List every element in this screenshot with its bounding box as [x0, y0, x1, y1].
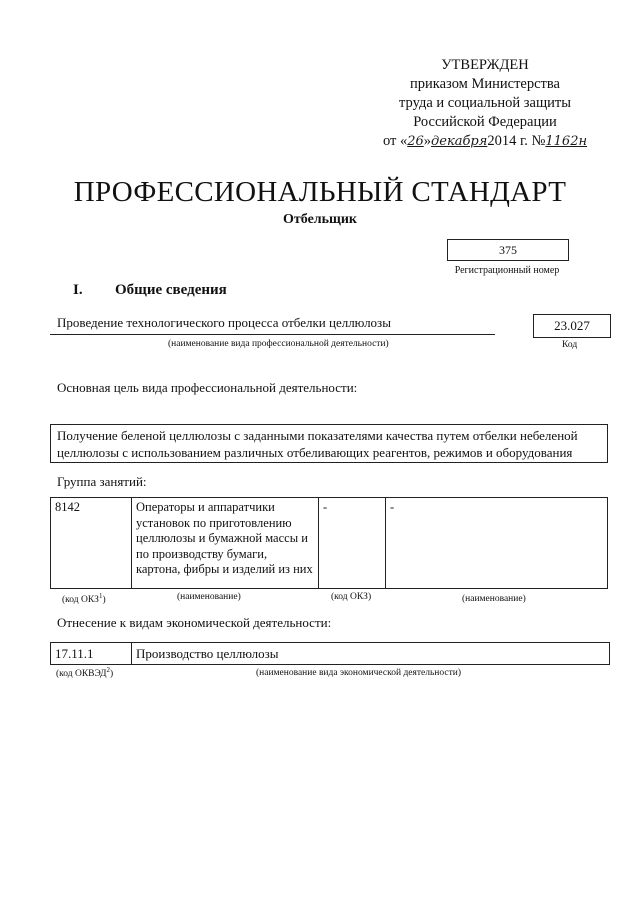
okved-caption-end: )	[109, 669, 114, 680]
approval-country: Российской Федерации	[413, 114, 557, 130]
occupation-table	[50, 497, 608, 589]
goal-label: Основная цель вида профессиональной деятельности:	[57, 380, 358, 395]
date-prefix: от «	[382, 133, 408, 149]
activity-code-caption: Код	[562, 340, 578, 350]
section-number: I.	[73, 282, 83, 298]
section-title: Общие сведения	[115, 282, 227, 298]
occupation-group-label: Группа занятий:	[57, 474, 147, 489]
okz-code-cell-2: -	[323, 500, 328, 514]
date-mid: »	[423, 133, 432, 149]
registration-number-box: 375	[447, 239, 569, 261]
occupation-name-caption-2: (наименование)	[462, 594, 526, 604]
activity-code-box: 23.027	[533, 314, 611, 338]
activity-underline	[50, 334, 495, 335]
economic-activity-table	[50, 642, 610, 665]
okz-code-caption-2: (код ОКЗ)	[331, 592, 372, 602]
registration-number-label: Регистрационный номер	[454, 265, 560, 276]
approval-title: УТВЕРЖДЕН	[441, 57, 529, 73]
occupation-name-caption: (наименование)	[177, 592, 241, 602]
economic-activity-name-cell: Производство целлюлозы	[136, 646, 279, 661]
date-year: 2014 г. №	[487, 133, 546, 149]
okz-caption-end: )	[102, 595, 106, 606]
activity-name: Проведение технологического процесса отбелки целлюлозы	[57, 315, 391, 330]
document-subtitle: Отбельщик	[282, 212, 357, 227]
section-heading	[73, 282, 227, 299]
okz-code-cell: 8142	[55, 500, 80, 514]
economic-activity-label: Отнесение к видам экономической деятельности:	[57, 615, 332, 630]
okved-code-cell: 17.11.1	[55, 646, 94, 661]
okz-caption-text: (код ОКЗ	[62, 595, 99, 606]
approval-block	[380, 56, 590, 151]
economic-activity-name-caption: (наименование вида экономической деятельности)	[256, 668, 461, 678]
okz-footnote-mark: 1	[98, 592, 103, 600]
okved-code-caption	[56, 666, 113, 679]
occupation-name-cell: Операторы и аппаратчики установок по приготовлению целлюлозы и бумажной массы и по производству бумаги, картона, фибры и изделий из них	[136, 500, 313, 576]
occupation-name-cell-2: -	[390, 500, 395, 514]
okved-caption-text: (код ОКВЭД	[56, 669, 107, 680]
approval-date-line	[380, 132, 590, 151]
okz-code-caption	[62, 592, 106, 605]
goal-box: Получение беленой целлюлозы с заданными показателями качества путем отбелки небеленой целлюлозы с использованием различных отбеливающих реагентов, режимов и оборудования	[50, 424, 608, 463]
okved-footnote-mark: 2	[106, 666, 110, 674]
date-month: декабря	[431, 134, 488, 149]
approval-order: приказом Министерства	[410, 76, 560, 92]
document-title: ПРОФЕССИОНАЛЬНЫЙ СТАНДАРТ	[73, 176, 567, 208]
activity-caption: (наименование вида профессиональной деятельности)	[168, 339, 389, 349]
order-number: 1162н	[545, 134, 588, 149]
approval-ministry: труда и социальной защиты	[399, 95, 571, 111]
date-day: 26	[407, 134, 424, 149]
